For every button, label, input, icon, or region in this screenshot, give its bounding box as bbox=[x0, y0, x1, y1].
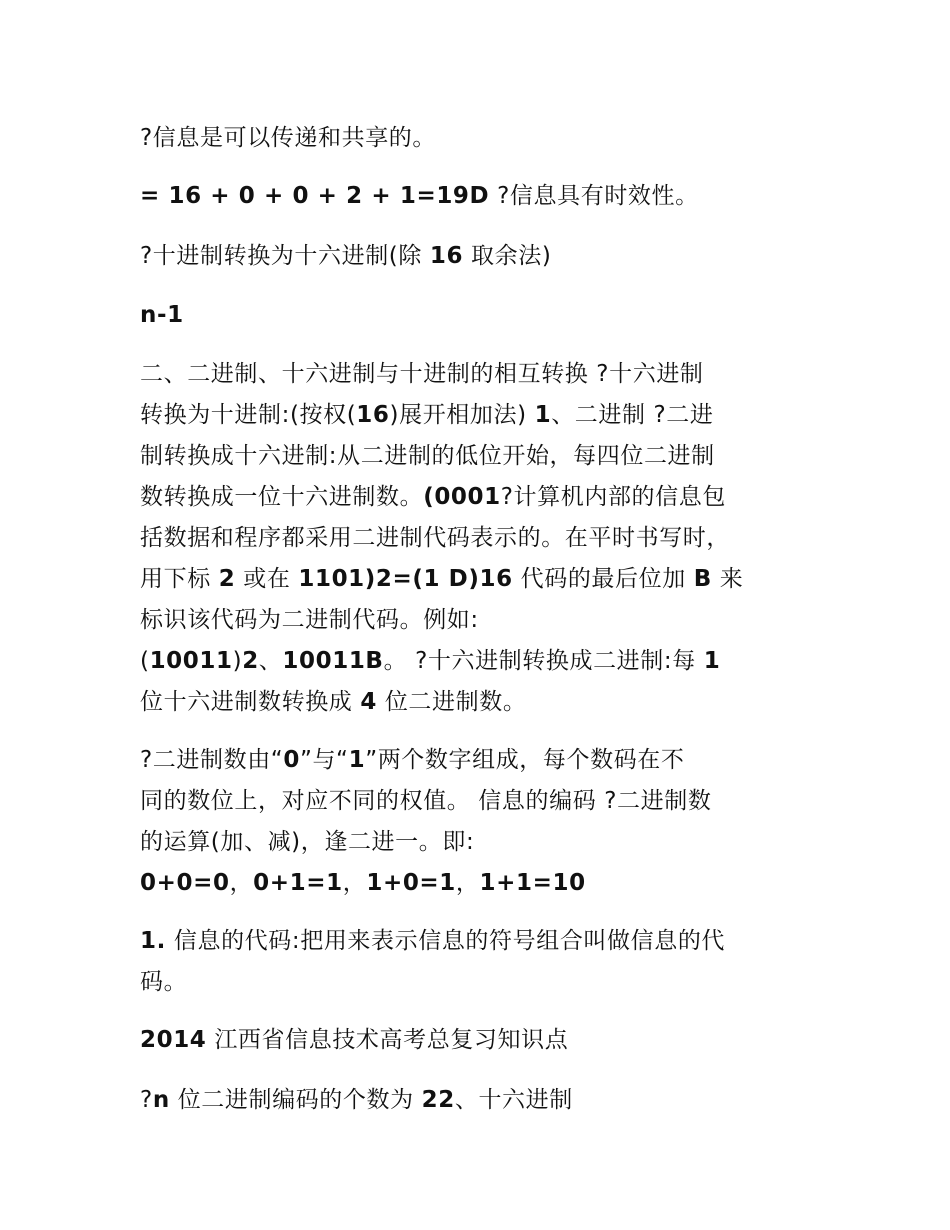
paragraph-heading-2014 bbox=[140, 1020, 830, 1061]
text-run: ， bbox=[455, 870, 480, 896]
text-run: 位二进制数。 bbox=[376, 689, 527, 715]
text-run-bold: n-1 bbox=[140, 302, 184, 328]
text-run: 二、二进制、十六进制与十进制的相互转换 ?十六进制 bbox=[140, 361, 704, 387]
text-run: 、 bbox=[258, 648, 283, 674]
paragraph-binary-count bbox=[140, 1080, 830, 1121]
text-run-bold: 10011B bbox=[282, 648, 384, 674]
text-run: ?信息具有时效性。 bbox=[489, 183, 699, 209]
paragraph-info-code bbox=[140, 921, 830, 1003]
text-run: 、二进制 ?二进 bbox=[551, 402, 714, 428]
text-line bbox=[140, 176, 830, 217]
text-run: 江西省信息技术高考总复习知识点 bbox=[206, 1027, 569, 1053]
paragraph-n-minus-1 bbox=[140, 295, 830, 336]
text-run: 信息的代码:把用来表示信息的符号组合叫做信息的代 bbox=[165, 928, 726, 954]
text-line bbox=[140, 295, 830, 336]
text-run: 标识该代码为二进制代码。例如: bbox=[140, 607, 479, 633]
text-run-bold: 1 bbox=[348, 747, 366, 773]
text-run-bold: 1 bbox=[534, 402, 552, 428]
text-line bbox=[140, 559, 830, 600]
text-run: ( bbox=[140, 648, 150, 674]
text-run: ?十进制转换为十六进制(除 bbox=[140, 243, 430, 269]
text-line bbox=[140, 600, 830, 641]
text-run: 来 bbox=[711, 566, 744, 592]
text-run: ”两个数字组成，每个数码在不 bbox=[365, 747, 685, 773]
paragraph-base-conversion bbox=[140, 354, 830, 723]
text-run-bold: 1+1=10 bbox=[479, 870, 586, 896]
text-run-bold: 0 bbox=[283, 747, 300, 773]
paragraph-binary-arithmetic bbox=[140, 740, 830, 904]
text-line bbox=[140, 436, 830, 477]
text-run: 转换为十进制:(按权( bbox=[140, 402, 357, 428]
text-run: 数转换成一位十六进制数。 bbox=[140, 484, 424, 510]
text-run-bold: n bbox=[152, 1087, 170, 1113]
text-run: 或在 bbox=[235, 566, 299, 592]
text-run-bold: 0+0=0 bbox=[140, 870, 230, 896]
text-line bbox=[140, 354, 830, 395]
text-run: 制转换成十六进制:从二进制的低位开始，每四位二进制 bbox=[140, 443, 715, 469]
text-run-bold: 2014 bbox=[140, 1027, 207, 1053]
text-run: ”与“ bbox=[299, 747, 349, 773]
text-run: 。 ?十六进制转换成二进制:每 bbox=[383, 648, 704, 674]
text-line bbox=[140, 822, 830, 863]
text-line bbox=[140, 118, 830, 159]
text-run: ? bbox=[140, 1087, 153, 1113]
text-run-bold: 0+1=1 bbox=[253, 870, 343, 896]
text-line bbox=[140, 395, 830, 436]
text-run: ?二进制数由“ bbox=[140, 747, 284, 773]
text-run: 码。 bbox=[140, 969, 188, 995]
text-line bbox=[140, 518, 830, 559]
text-run-bold: 2 bbox=[242, 648, 259, 674]
text-line bbox=[140, 1020, 830, 1061]
text-run-bold: = 16 + 0 + 0 + 2 + 1=19D bbox=[140, 183, 490, 209]
text-run: 括数据和程序都采用二进制代码表示的。在平时书写时， bbox=[140, 525, 730, 551]
text-run-bold: 1101)2=(1 D)16 bbox=[298, 566, 513, 592]
text-run-bold: 2 bbox=[218, 566, 236, 592]
text-line bbox=[140, 781, 830, 822]
text-run: 、十六进制 bbox=[454, 1087, 573, 1113]
text-run-bold: B bbox=[693, 566, 712, 592]
text-run-bold: (0001 bbox=[423, 484, 501, 510]
text-run: 用下标 bbox=[140, 566, 219, 592]
text-run: 代码的最后位加 bbox=[512, 566, 694, 592]
text-line bbox=[140, 740, 830, 781]
text-run-bold: 16 bbox=[356, 402, 390, 428]
text-run: ， bbox=[342, 870, 367, 896]
text-line bbox=[140, 641, 830, 682]
text-run-bold: 1. bbox=[140, 928, 166, 954]
text-run: 位二进制编码的个数为 bbox=[169, 1087, 422, 1113]
text-run: 取余法) bbox=[463, 243, 552, 269]
text-line bbox=[140, 962, 830, 1003]
text-run: ， bbox=[229, 870, 254, 896]
text-line bbox=[140, 477, 830, 518]
text-run-bold: 1+0=1 bbox=[366, 870, 456, 896]
text-run-bold: 16 bbox=[429, 243, 464, 269]
text-run: 同的数位上，对应不同的权值。 信息的编码 ?二进制数 bbox=[140, 788, 712, 814]
text-line bbox=[140, 921, 830, 962]
text-run-bold: 4 bbox=[360, 689, 377, 715]
text-run: )展开相加法) bbox=[389, 402, 535, 428]
paragraph-sum-19d bbox=[140, 176, 830, 217]
text-run: ) bbox=[232, 648, 243, 674]
text-line bbox=[140, 236, 830, 277]
text-run: 位十六进制数转换成 bbox=[140, 689, 361, 715]
text-run: 的运算(加、减)，逢二进一。即: bbox=[140, 829, 475, 855]
paragraph-info-sharing bbox=[140, 118, 830, 159]
text-run-bold: 10011 bbox=[149, 648, 233, 674]
text-line bbox=[140, 863, 830, 904]
text-run: ?信息是可以传递和共享的。 bbox=[140, 125, 437, 151]
text-line bbox=[140, 682, 830, 723]
text-run-bold: 22 bbox=[421, 1087, 455, 1113]
text-run-bold: 1 bbox=[703, 648, 721, 674]
text-run: ?计算机内部的信息包 bbox=[500, 484, 726, 510]
paragraph-decimal-to-hex bbox=[140, 236, 830, 277]
text-line bbox=[140, 1080, 830, 1121]
